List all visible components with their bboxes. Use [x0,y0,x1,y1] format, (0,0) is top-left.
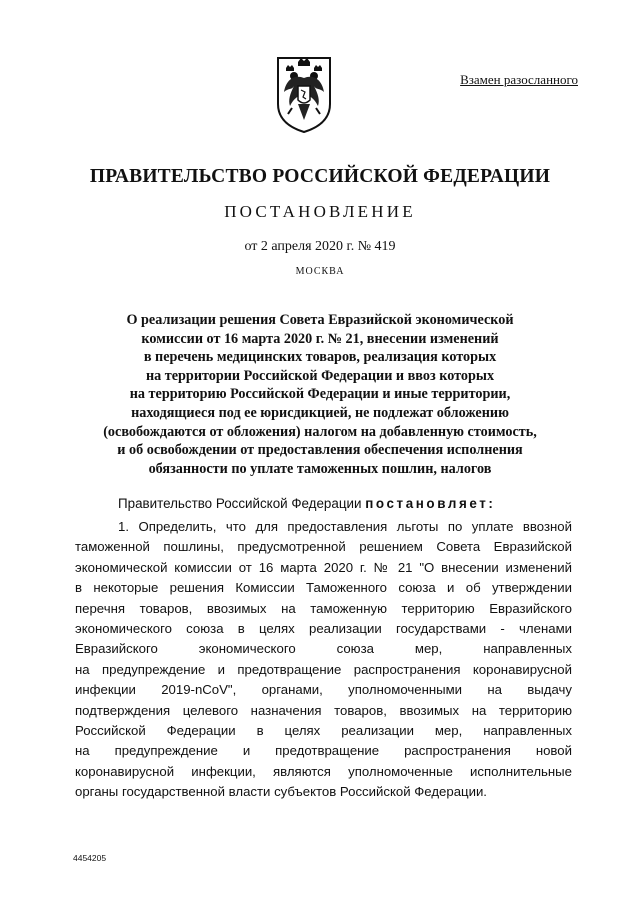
document-heading [60,311,580,478]
date-and-number: от 2 апреля 2020 г. № 419 [244,239,396,254]
replacement-note: Взамен разосланного [460,72,578,87]
body-line: экономического союза в целях реализации государствами - членами [75,621,572,637]
body-line: Евразийского экономического союза мер, направленных [75,641,572,657]
heading-line: в перечень медицинских товаров, реализация которых [143,349,497,366]
heading-line: находящиеся под ее юрисдикцией, не подлежат обложению [131,404,509,421]
government-title: ПРАВИТЕЛЬСТВО РОССИЙСКОЙ ФЕДЕРАЦИИ [89,166,551,187]
body-line: органы государственной власти субъектов Российской Федерации. [75,784,487,800]
body-line: подтверждения целевого назначения товаров, ввозимых на территорию [75,702,572,718]
body-line: на предупреждение и предотвращение распространения коронавирусной [75,661,572,677]
body-line: 1. Определить, что для предоставления льготы по уплате ввозной [118,519,572,534]
coat-of-arms-icon [268,52,340,136]
heading-line: (освобождаются от обложения) налогом на добавленную стоимость, [103,423,537,440]
body-line: таможенной пошлины, предусмотренной решением Совета Евразийской [75,539,572,555]
intro-line [118,496,495,511]
body-line: в некоторые решения Комиссии Таможенного союза и об утверждении [75,580,572,596]
intro-subject: Правительство Российской Федерации [118,496,362,511]
document-type: ПОСТАНОВЛЕНИЕ [224,202,416,221]
heading-line: О реализации решения Совета Евразийской экономической [126,312,514,328]
body-line: на предупреждение и предотвращение распространения новой [75,743,572,759]
body-paragraph [75,517,572,803]
heading-line: комиссии от 16 марта 2020 г. № 21, внесении изменений [141,330,499,347]
body-line: Российской Федерации в целях реализации мер, направленных [75,723,572,739]
heading-line: на территории Российской Федерации и ввоз которых [145,367,495,384]
heading-line: обязанности по уплате таможенных пошлин, налогов [148,460,492,477]
heading-line: и об освобождении от предоставления обеспечения исполнения [117,442,523,459]
body-line: инфекции 2019-nCoV", органами, уполномоченными на выдачу [75,682,572,698]
body-line: экономической комиссии от 16 марта 2020 г. № 21 "О внесении изменений [75,559,572,575]
intro-verb: постановляет: [365,496,496,511]
document-code: 4454205 [73,853,107,863]
body-line: коронавирусной инфекции, являются уполномоченные исполнительные [75,763,572,779]
heading-line: на территорию Российской Федерации и иные территории, [129,386,511,403]
city: МОСКВА [295,266,345,277]
body-line: перечня товаров, ввозимых на таможенную территорию Евразийского [75,600,572,616]
